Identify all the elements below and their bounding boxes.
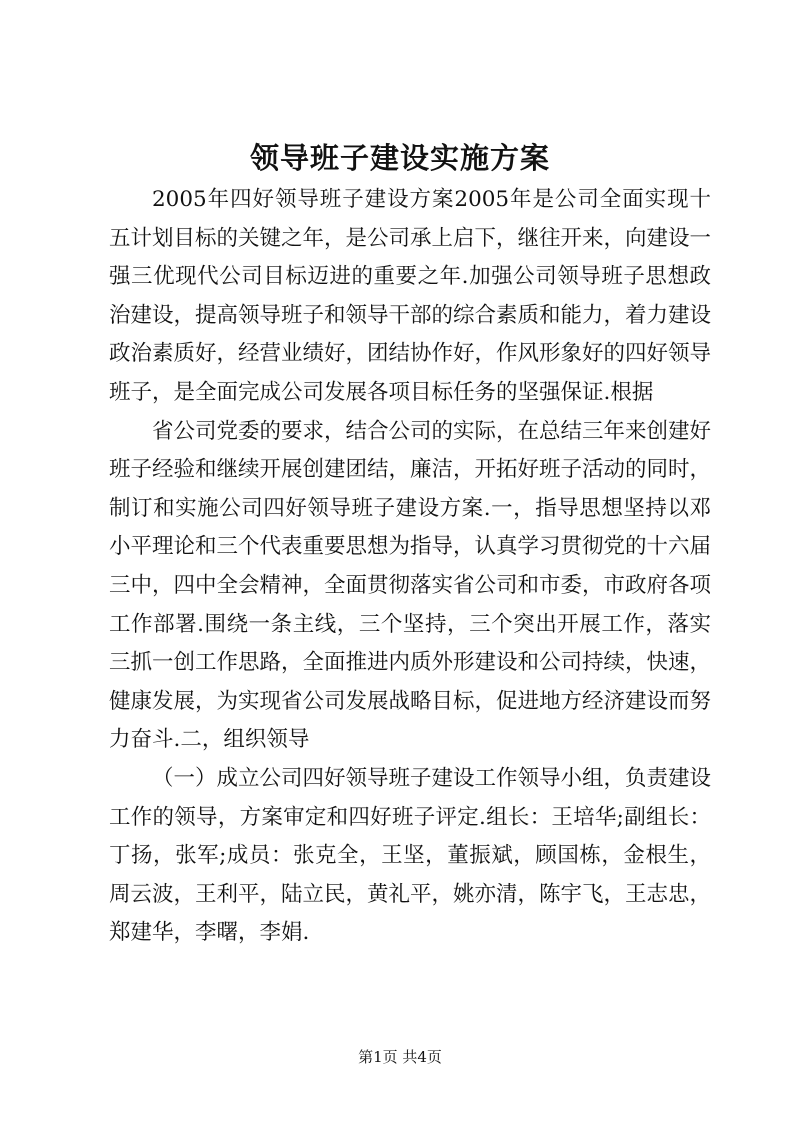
page-footer: 第1页 共4页 bbox=[358, 1048, 442, 1066]
paragraph-1: 2005年四好领导班子建设方案2005年是公司全面实现十五计划目标的关键之年，是公司承上启下，继往开来，向建设一强三优现代公司目标迈进的重要之年.加强公司领导班子思想政治建设，提高领导班子和领导干部的综合素质和能力，着力建设政治素质好，经营业绩好，团结协作好，作风形象好的四好领导班子，是全面完成公司发展各项目标任务的坚强保证.根据 bbox=[109, 187, 712, 405]
paragraph-3: （一）成立公司四好领导班子建设工作领导小组，负责建设工作的领导，方案审定和四好班子评定.组长：王培华;副组长：丁扬，张军;成员：张克全，王坚，董振斌，顾国栋，金根生，周云波，王利平，陆立民，黄礼平，姚亦清，陈宇飞，王志忠，郑建华，李曙，李娟. bbox=[109, 765, 712, 946]
document-title: 领导班子建设实施方案 bbox=[249, 141, 550, 175]
paragraph-2: 省公司党委的要求，结合公司的实际，在总结三年来创建好班子经验和继续开展创建团结，廉洁，开拓好班子活动的同时，制订和实施公司四好领导班子建设方案.一，指导思想坚持以邓小平理论和三个代表重要思想为指导，认真学习贯彻党的十六届三中，四中全会精神，全面贯彻落实省公司和市委，市政府各项工作部署.围绕一条主线，三个坚持，三个突出开展工作，落实三抓一创工作思路，全面推进内质外形建设和公司持续，快速，健康发展，为实现省公司发展战略目标，促进地方经济建设而努力奋斗.二，组织领导 bbox=[109, 418, 712, 753]
document-body bbox=[109, 181, 711, 953]
